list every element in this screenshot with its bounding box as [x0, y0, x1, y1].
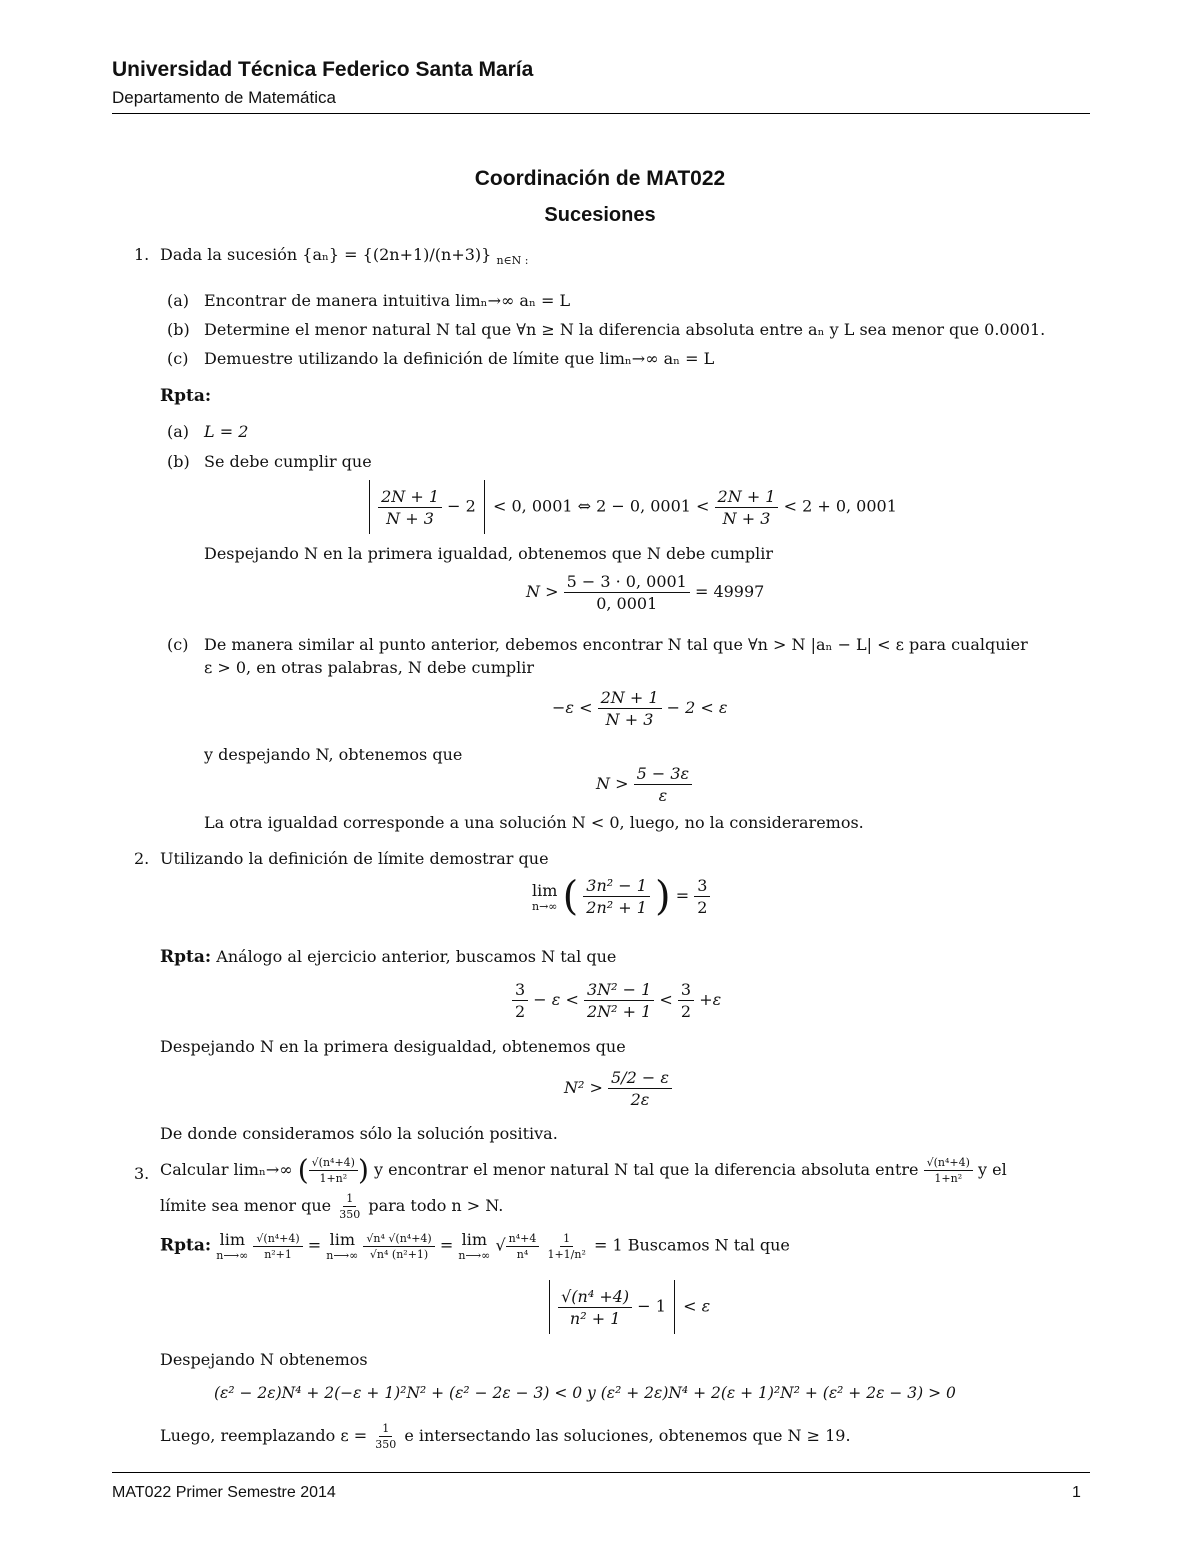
- answer-1b-text: Se debe cumplir que: [204, 452, 372, 471]
- sqrt-sign: √: [495, 1235, 506, 1255]
- problem-1-item-c-label: (c): [167, 349, 189, 368]
- problem-2-answer: Rpta: Análogo al ejercicio anterior, buscamos N tal que: [160, 947, 617, 967]
- equation-1c: −ε < $\frac{2N + 1}{N + 3}$ − 2 < ε: [552, 688, 728, 729]
- header-rule: [112, 113, 1090, 114]
- fraction: $\frac{2N + 1}{N + 3}$: [715, 487, 779, 528]
- fraction: $\frac{1}{350}$: [339, 1192, 361, 1221]
- problem-2-text-2: Despejando N en la primera desigualdad, obtenemos que: [160, 1037, 626, 1056]
- answer-1c-text-2: ε > 0, en otras palabras, N debe cumplir: [204, 658, 535, 677]
- problem-2-text-3: De donde consideramos sólo la solución positiva.: [160, 1124, 558, 1143]
- answer-1b-label: (b): [167, 452, 190, 471]
- fraction: $\frac{\text{√(n⁴+4)}}{\text{n²+1}}$: [253, 1232, 302, 1261]
- right-paren: ): [655, 873, 671, 920]
- problem-1-intro-text: Dada la sucesión {aₙ} = {(2n+1)/(n+3)}: [160, 245, 492, 264]
- equation-2-limit: [532, 873, 710, 920]
- problem-3-line-2: límite sea menor que $\frac{1}{350}$ para todo n > N.: [160, 1192, 504, 1221]
- abs-bar-right: [484, 480, 485, 534]
- fraction: $\frac{\text{3N² − 1}}{\text{2N² + 1}}$: [584, 980, 654, 1021]
- problem-3-line-1: Calcular limₙ→∞ ( $\frac{\text{√(n⁴+4)}}{\text{1+n²}}$ ) y encontrar el menor natural N tal que la diferencia absoluta entre $\frac{\text{√(n⁴+4)}}{\text{1+n²}}$ y el: [160, 1153, 1007, 1187]
- problem-1-intro: [160, 245, 529, 267]
- problem-3-answer-heading: Rpta:: [160, 1235, 212, 1256]
- document-subtitle: Sucesiones: [544, 204, 656, 226]
- footer-course: MAT022 Primer Semestre 2014: [112, 1484, 336, 1501]
- university-name: Universidad Técnica Federico Santa María: [112, 58, 534, 81]
- fraction: $\frac{3}{2}$: [694, 876, 710, 917]
- equation-1c-solution: N > $\frac{5 - 3\varepsilon}{\varepsilon}$: [596, 764, 692, 805]
- equation-2-solution: N² > $\frac{5/2 - \varepsilon}{2\varepsilon}$: [564, 1068, 672, 1109]
- document-title: Coordinación de MAT022: [474, 167, 726, 190]
- equals-sign: =: [307, 1235, 322, 1255]
- problem-2-intro: Utilizando la definición de límite demostrar que: [160, 849, 549, 868]
- left-paren: (: [297, 1153, 309, 1187]
- equation-1b-solution: N > $\frac{5 - 3 \cdot 0, 0001}{0, 0001}$ = 49997: [526, 572, 765, 613]
- equation-3-long: (ε² − 2ε)N⁴ + 2(−ε + 1)²N² + (ε² − 2ε − 3) < 0 y (ε² + 2ε)N⁴ + 2(ε + 1)²N² + (ε² + 2ε − 3) > 0: [214, 1384, 956, 1402]
- problem-1-item-b-text: Determine el menor natural N tal que ∀n ≥ N la diferencia absoluta entre aₙ y L sea menor que 0.0001.: [204, 320, 1046, 339]
- abs-bar-right: [674, 1280, 675, 1334]
- left-paren: (: [562, 873, 579, 920]
- answer-1c-text-3: y despejando N, obtenemos que: [204, 745, 463, 764]
- fraction: $\frac{3}{2}$: [512, 980, 528, 1021]
- fraction: $\frac{\text{√(n⁴ +4)}}{\text{n² + 1}}$: [558, 1287, 632, 1328]
- right-paren: ): [357, 1153, 369, 1187]
- limit-operator: lim n⟶∞: [458, 1230, 491, 1262]
- answer-1a-label: (a): [167, 422, 190, 441]
- fraction: $\frac{\text{√n⁴ √(n⁴+4)}}{\text{√n⁴ (n²+1)}}$: [363, 1232, 434, 1261]
- equals-sign: =: [675, 886, 690, 905]
- fraction: $\frac{\text{n⁴+4}}{\text{n⁴}}$: [506, 1232, 540, 1261]
- fraction: $\frac{1}{350}$: [375, 1422, 397, 1451]
- problem-1-item-a-label: (a): [167, 291, 190, 310]
- problem-1-item-c-text: Demuestre utilizando la definición de límite que limₙ→∞ aₙ = L: [204, 349, 715, 368]
- limit-operator: lim n→∞: [532, 880, 558, 913]
- problem-3-text-2: Despejando N obtenemos: [160, 1350, 368, 1369]
- problem-3-number: 3.: [134, 1164, 150, 1183]
- problem-3-answer: Rpta: lim n⟶∞ $\frac{\text{√(n⁴+4)}}{\text{n²+1}}$ = lim n⟶∞ $\frac{\text{√n⁴ √(n⁴+4)}}{\text{√n⁴ (n²+1)}}$ = lim n⟶∞ √ $\frac{\text{n⁴+4}}{\text{n⁴}}$ $\frac{1}{\text{1+1/n²}}$ = 1 Buscamos N tal que: [160, 1230, 790, 1262]
- answer-1c-text-4: La otra igualdad corresponde a una solución N < 0, luego, no la consideraremos.: [204, 813, 864, 832]
- equals-sign: =: [439, 1235, 454, 1255]
- equation-1b: $\frac{2N + 1}{N + 3}$ − 2 < 0, 0001 ⇔ 2 − 0, 0001 < $\frac{2N + 1}{N + 3}$ < 2 + 0, 0001: [366, 480, 897, 534]
- equation-3-abs: $\frac{\text{√(n⁴ +4)}}{\text{n² + 1}}$ − 1 < ε: [546, 1280, 710, 1334]
- fraction: $\frac{2N + 1}{N + 3}$: [378, 487, 442, 528]
- answer-1a-text: L = 2: [204, 422, 249, 441]
- problem-1-number: 1.: [134, 245, 150, 264]
- abs-bar-left: [549, 1280, 550, 1334]
- problem-1-intro-sub: n∈N :: [496, 254, 529, 268]
- page-number: 1: [1072, 1484, 1081, 1501]
- answer-1b-text-2: Despejando N en la primera igualdad, obtenemos que N debe cumplir: [204, 544, 774, 563]
- fraction: $\frac{5 - 3 \cdot 0, 0001}{0, 0001}$: [564, 572, 690, 613]
- inequality-2: $\frac{3}{2}$ − ε < $\frac{\text{3N² − 1}}{\text{2N² + 1}}$ < $\frac{3}{2}$ +ε: [512, 980, 721, 1021]
- problem-2-number: 2.: [134, 849, 150, 868]
- fraction: $\frac{\text{√(n⁴+4)}}{\text{1+n²}}$: [309, 1156, 358, 1185]
- problem-3-text-3: Luego, reemplazando ε = $\frac{1}{350}$ e intersectando las soluciones, obtenemos que N ≥ 19.: [160, 1422, 851, 1451]
- problem-1-answer-heading: Rpta:: [160, 386, 212, 406]
- fraction: $\frac{1}{\text{1+1/n²}}$: [547, 1231, 586, 1261]
- fraction: $\frac{5/2 - \varepsilon}{2\varepsilon}$: [608, 1068, 672, 1109]
- fraction: $\frac{\text{3n² − 1}}{\text{2n² + 1}}$: [583, 876, 650, 917]
- footer-rule: [112, 1472, 1090, 1473]
- problem-1-item-a-text: Encontrar de manera intuitiva limₙ→∞ aₙ = L: [204, 291, 571, 310]
- answer-1c-label: (c): [167, 635, 189, 654]
- fraction: $\frac{3}{2}$: [678, 980, 694, 1021]
- fraction: $\frac{\text{√(n⁴+4)}}{\text{1+n²}}$: [924, 1156, 973, 1185]
- department-name: Departamento de Matemática: [112, 88, 336, 107]
- answer-1c-text-1: De manera similar al punto anterior, debemos encontrar N tal que ∀n > N |aₙ − L| < ε para cualquier: [204, 635, 1028, 654]
- problem-1-item-b-label: (b): [167, 320, 190, 339]
- limit-operator: lim n⟶∞: [216, 1230, 249, 1262]
- fraction: $\frac{5 - 3\varepsilon}{\varepsilon}$: [634, 764, 693, 805]
- problem-2-answer-heading: Rpta:: [160, 947, 212, 967]
- abs-bar-left: [369, 480, 370, 534]
- fraction: $\frac{2N + 1}{N + 3}$: [598, 688, 662, 729]
- limit-operator: lim n⟶∞: [326, 1230, 359, 1262]
